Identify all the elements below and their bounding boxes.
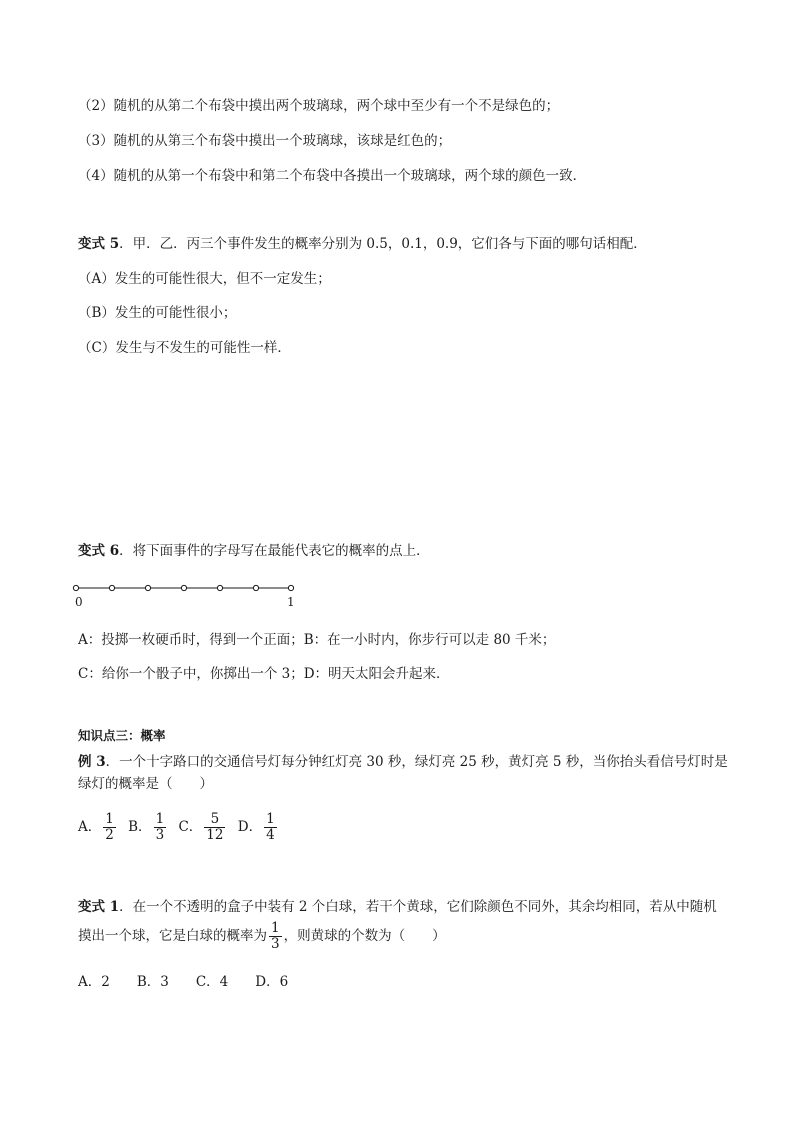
item-4: （4）随机的从第一个布袋中和第二个布袋中各摸出一个玻璃球，两个球的颜色一致．	[78, 168, 587, 184]
variant-1-question-line-1	[78, 897, 717, 917]
variant-6-text: ．将下面事件的字母写在最能代表它的概率的点上．	[119, 543, 430, 559]
option-d-fraction	[264, 812, 277, 843]
variant-5-option-a: （A）发生的可能性很大，但不一定发生；	[78, 271, 331, 287]
variant-1-text-2-post: ，则黄球的个数为（ ）	[283, 928, 446, 944]
variant-5-option-b: （B）发生的可能性很小；	[78, 305, 237, 321]
example-3-text-1: ．一个十字路口的交通信号灯每分钟红灯亮 30 秒，绿灯亮 25 秒，黄灯亮 5 秒，当你抬头看信号灯时是	[105, 754, 728, 770]
option-c-label: C．	[178, 819, 203, 835]
number-line-point	[73, 585, 78, 590]
variant-6-question	[78, 541, 430, 561]
example-3-option-a	[78, 811, 118, 843]
variant-5-label: 变式 5	[78, 236, 120, 252]
example-3-option-b	[128, 811, 168, 843]
number-line-start-label: 0	[75, 595, 83, 609]
knowledge-point-3-heading: 知识点三：概率	[78, 728, 166, 743]
fraction-denominator: 2	[105, 827, 114, 843]
variant-6-events-line-2: C：给你一个骰子中，你掷出一个 3；D：明天太阳会升起来．	[78, 666, 450, 682]
number-line-point	[217, 585, 222, 590]
option-c-fraction	[204, 812, 225, 843]
option-a-fraction	[103, 812, 116, 843]
fraction-numerator: 1	[266, 811, 275, 827]
example-3-options	[78, 811, 285, 843]
item-3: （3）随机的从第三个布袋中摸出一个玻璃球，该球是红色的；	[78, 133, 452, 149]
option-b-label: B．	[128, 819, 152, 835]
variant-6-label: 变式 6	[78, 543, 120, 559]
option-a-label: A．	[78, 819, 102, 835]
number-line-point	[253, 585, 258, 590]
fraction-denominator: 3	[271, 936, 280, 952]
fraction-numerator: 1	[271, 920, 280, 936]
number-line-point	[145, 585, 150, 590]
example-3-question-line-2: 绿灯的概率是（ ）	[78, 776, 213, 792]
option-b-fraction	[154, 812, 167, 843]
fraction-denominator: 12	[206, 827, 224, 843]
number-line-point	[109, 585, 114, 590]
variant-5-option-c: （C）发生与不发生的可能性一样．	[78, 340, 291, 356]
variant-5-question	[78, 234, 647, 254]
fraction-numerator: 1	[155, 811, 165, 827]
fraction-numerator: 1	[105, 811, 114, 827]
fraction-denominator: 4	[266, 827, 275, 843]
variant-1-question-line-2	[78, 920, 446, 952]
variant-6-events-line-1: A：投掷一枚硬币时，得到一个正面；B：在一小时内，你步行可以走 80 千米；	[78, 632, 556, 648]
item-2: （2）随机的从第二个布袋中摸出两个玻璃球，两个球中至少有一个不是绿色的；	[78, 98, 560, 114]
probability-number-line	[70, 580, 310, 612]
fraction-numerator: 5	[204, 812, 225, 828]
example-3-option-d	[238, 811, 279, 843]
number-line-point	[181, 585, 186, 590]
variant-1-label: 变式 1	[78, 899, 120, 915]
variant-1-text-1: ．在一个不透明的盒子中装有 2 个白球，若干个黄球，它们除颜色不同外，其余均相同，若从中随机	[119, 899, 717, 915]
example-3-option-c	[178, 811, 227, 843]
option-d-label: D．	[237, 819, 263, 835]
fraction-denominator: 3	[155, 827, 165, 843]
variant-1-text-2-pre: 摸出一个球，它是白球的概率为	[78, 928, 267, 944]
variant-1-fraction	[269, 921, 282, 952]
number-line-end-label: 1	[287, 595, 295, 609]
example-3-label: 例 3	[78, 754, 106, 770]
variant-5-text: ．甲．乙．丙三个事件发生的概率分别为 0.5，0.1，0.9，它们各与下面的哪句话相配．	[119, 236, 647, 252]
variant-1-options: A．2 B．3 C．4 D．6	[78, 974, 289, 990]
number-line-point	[288, 585, 293, 590]
example-3-question-line-1	[78, 752, 728, 772]
